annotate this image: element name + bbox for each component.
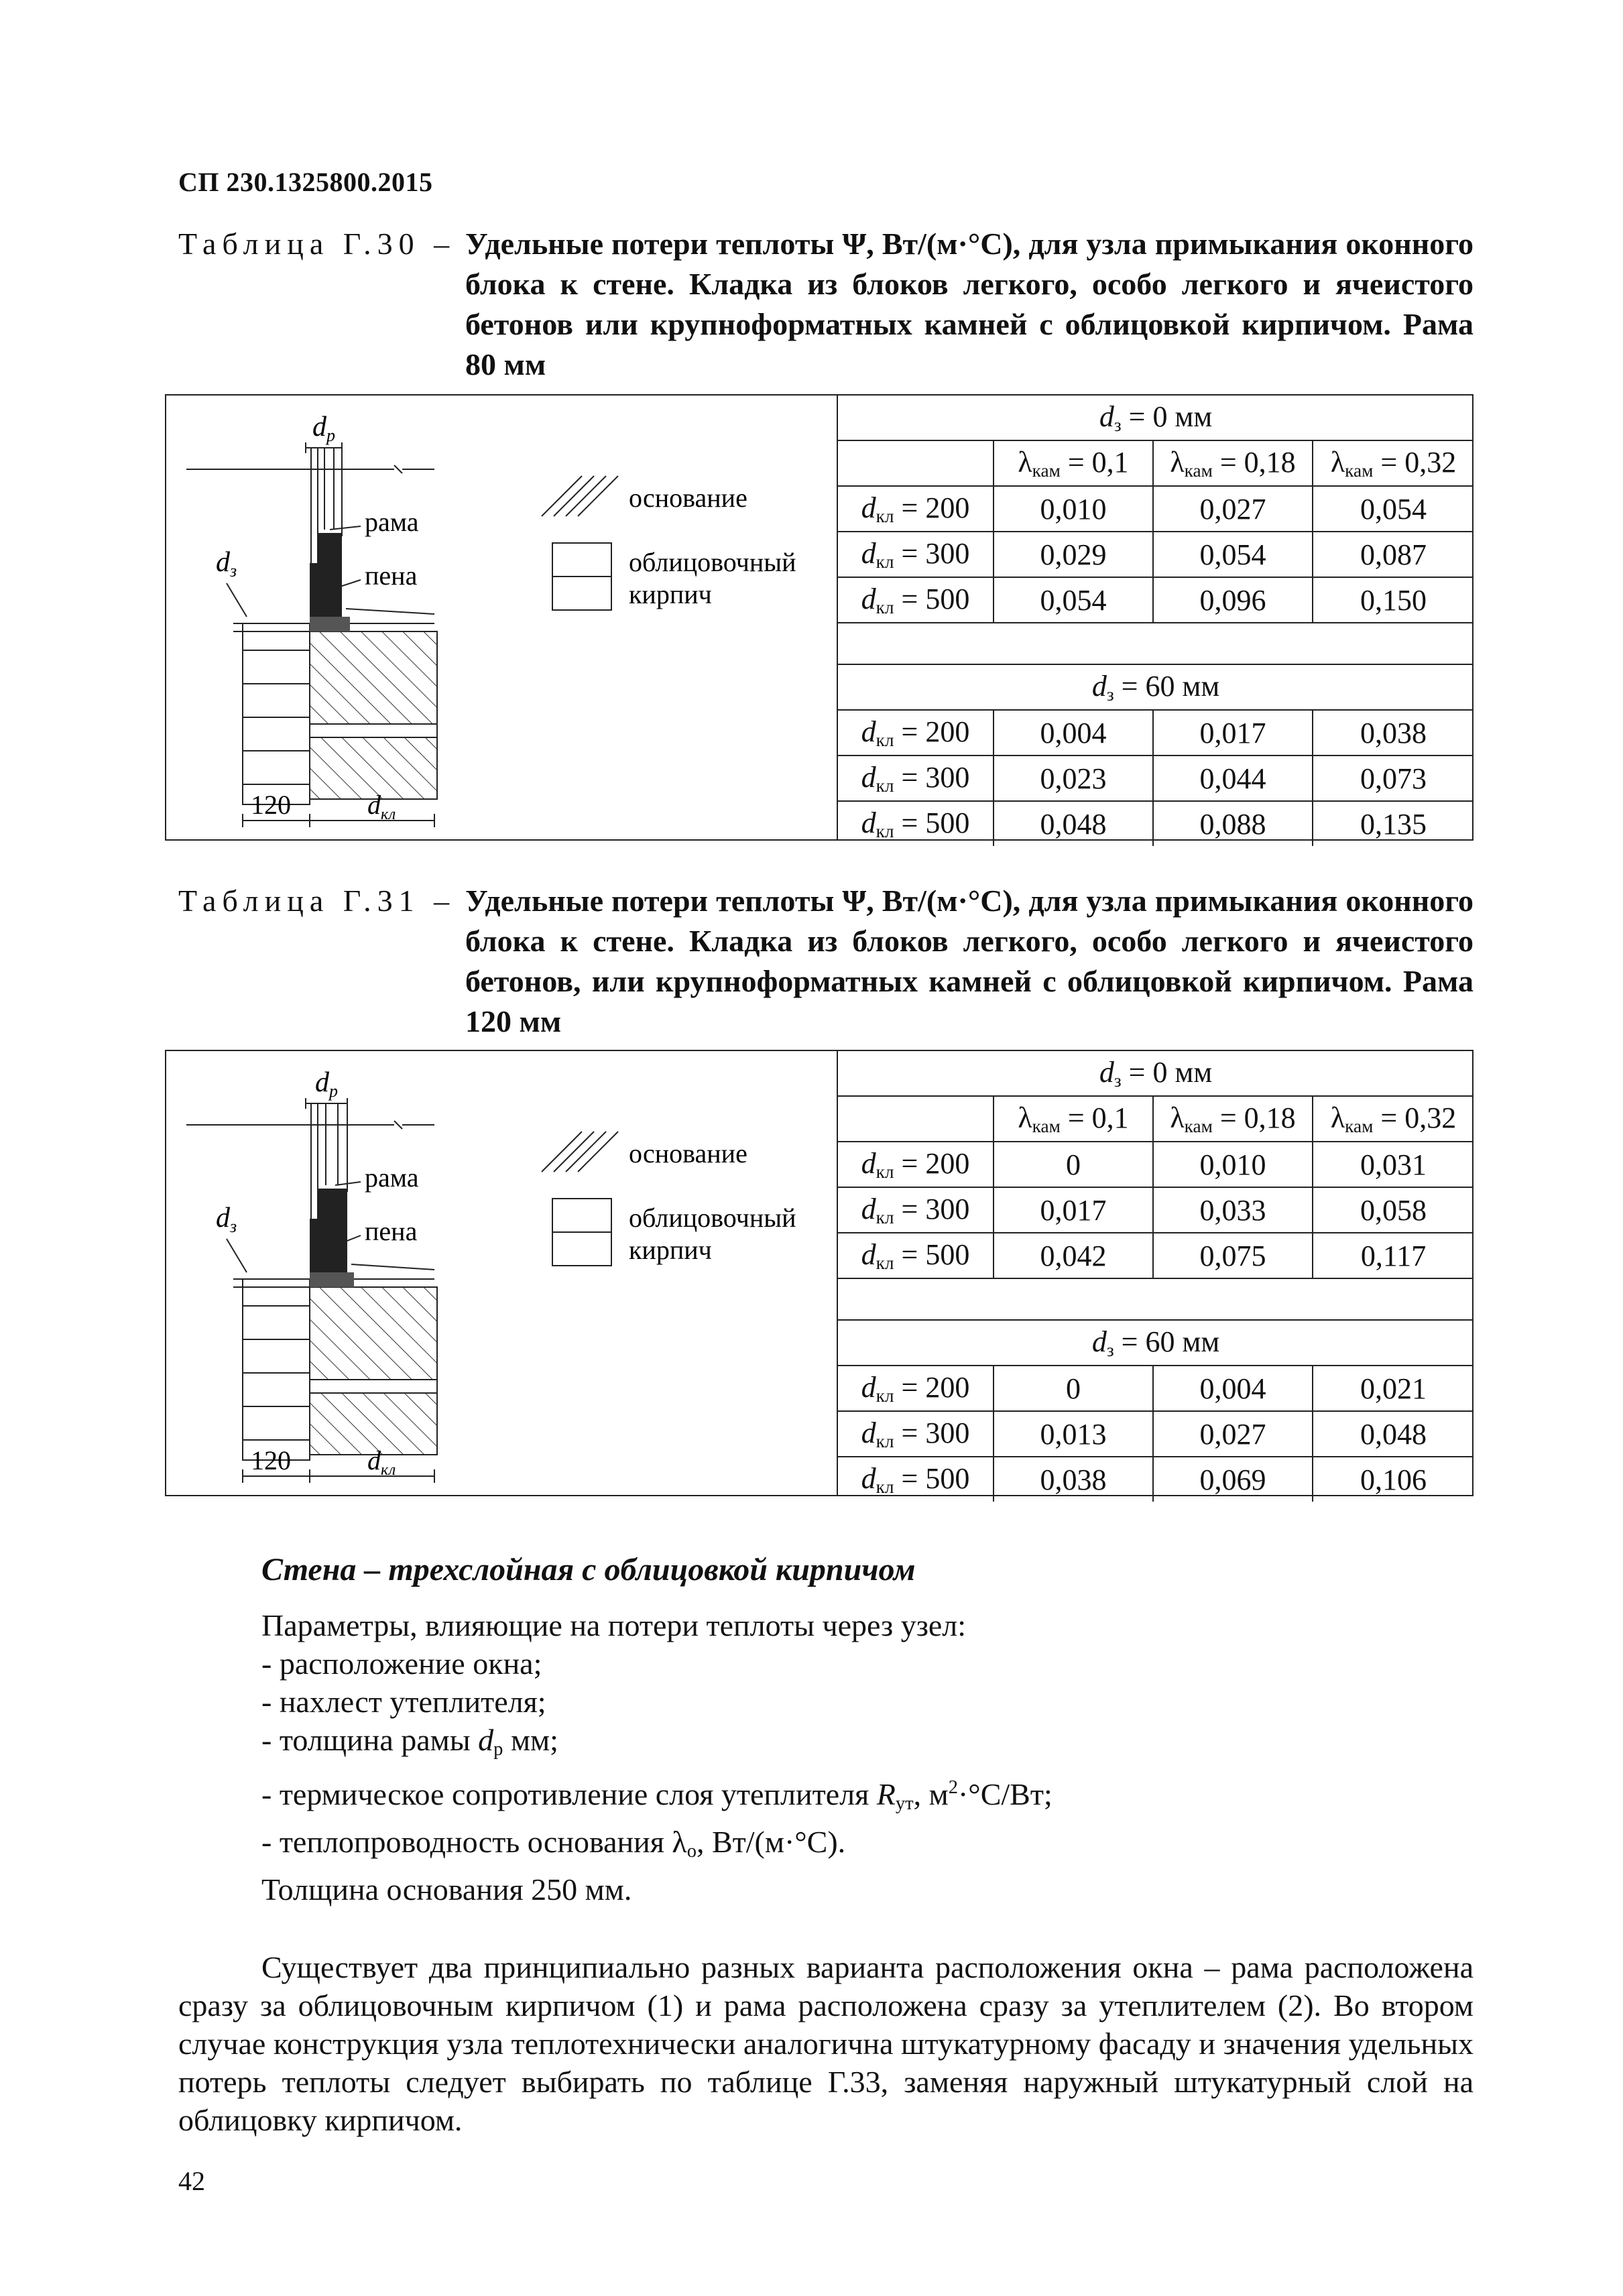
- table-row: $d_{кл} = 300$ 0,029 0,054 0,087: [838, 532, 1474, 577]
- table-caption-g30: [178, 224, 1474, 385]
- table-row: $d_{кл} = 300$ 0,013 0,027 0,048: [838, 1411, 1474, 1457]
- table-row: $d_{кл} = 300$ 0,017 0,033 0,058: [838, 1187, 1474, 1233]
- table-row: $d_{кл} = 200$ 0 0,004 0,021: [838, 1366, 1474, 1411]
- document-header: СП 230.1325800.2015: [178, 167, 433, 197]
- label-dkl: $d_{кл}$: [367, 790, 396, 823]
- lambda-header: $\lambda_{кам} = 0,1$: [994, 440, 1153, 486]
- label-120: 120: [251, 1445, 291, 1475]
- lambda-header: $\lambda_{кам} = 0,18$: [1153, 1096, 1313, 1142]
- list-item: - расположение окна;: [261, 1646, 542, 1681]
- label-120: 120: [251, 790, 291, 820]
- table-g31: [165, 1050, 1474, 1496]
- label-dp: dр: [315, 1067, 338, 1101]
- legend-brick-label-1: облицовочный: [629, 547, 796, 577]
- label-frame: рама: [365, 507, 419, 537]
- table-g30: [165, 394, 1474, 841]
- table-row: $d_{кл} = 200$ 0,004 0,017 0,038: [838, 710, 1474, 756]
- parameters-list: [178, 1606, 1474, 1909]
- table-row: $d_{кл} = 200$ 0 0,010 0,031: [838, 1142, 1474, 1187]
- legend-brick-label-1: облицовочный: [629, 1203, 796, 1233]
- page-number: 42: [178, 2166, 205, 2196]
- section-title: Стена – трехслойная с облицовкой кирпичом: [261, 1552, 916, 1587]
- list-item: - толщина рамы $d_р$ мм;: [261, 1723, 558, 1760]
- table-caption-g31: [178, 881, 1474, 1042]
- label-dz: dз: [216, 1203, 237, 1236]
- legend-hatch-icon: [542, 476, 618, 516]
- table-label: Таблица Г.31 –: [178, 884, 456, 918]
- label-foam: пена: [365, 560, 418, 591]
- table-label: Таблица Г.30 –: [178, 227, 456, 261]
- table-caption-text: Удельные потери теплоты Ψ, Вт/(м·°С), для узла примыкания оконного блока к стене. Кладка из блоков легкого, особо легкого и ячеистого бетонов, или крупноформатных камней с облицовкой кирпичом. Рама 120 мм: [465, 884, 1474, 1038]
- legend-brick-label-2: кирпич: [629, 579, 712, 609]
- legend-base-label: основание: [629, 483, 747, 513]
- legend-base-label: основание: [629, 1138, 747, 1168]
- node-diagram: [166, 396, 838, 839]
- lambda-header: $\lambda_{кам} = 0,32$: [1313, 440, 1474, 486]
- list-item: - термическое сопротивление слоя утеплителя $R_{ут}$, $м^2\cdot^\circ С/Вт$;: [261, 1777, 1053, 1815]
- table-row: $d_{кл} = 200$ 0,010 0,027 0,054: [838, 486, 1474, 532]
- table-row: $d_{кл} = 300$ 0,023 0,044 0,073: [838, 756, 1474, 801]
- lambda-header: $\lambda_{кам} = 0,32$: [1313, 1096, 1474, 1142]
- block1-header: $d_з = 0$ мм: [838, 396, 1474, 440]
- lambda-header: $\lambda_{кам} = 0,18$: [1153, 440, 1313, 486]
- table-row: $d_{кл} = 500$ 0,038 0,069 0,106: [838, 1457, 1474, 1502]
- paragraph: Существует два принципиально разных варианта расположения окна – рама расположена сразу за облицовочным кирпичом (1) и рама расположена сразу за утеплителем (2). Во втором случае конструкция узла теплотехнически аналогична штукатурному фасаду и значения удельных потерь теплоты следует выбирать по таблице Г.33, заменяя наружный штукатурный слой на облицовку кирпичом.: [178, 1950, 1474, 2137]
- label-dz: dз: [216, 547, 237, 581]
- table-row: $d_{кл} = 500$ 0,042 0,075 0,117: [838, 1233, 1474, 1278]
- legend-hatch-icon: [542, 1132, 618, 1172]
- block2-header: $d_з = 60$ мм: [838, 1320, 1474, 1366]
- heat-loss-table: [838, 396, 1474, 846]
- list-item: - теплопроводность основания $\lambda_о$, Вт/(м·°С).: [261, 1825, 846, 1862]
- window-wall-junction-drawing: [166, 1051, 837, 1496]
- label-dkl: $d_{кл}$: [367, 1445, 396, 1479]
- window-wall-junction-drawing: [166, 396, 837, 841]
- params-intro: Параметры, влияющие на потери теплоты через узел:: [261, 1608, 967, 1642]
- label-frame: рама: [365, 1162, 419, 1193]
- heat-loss-table: [838, 1051, 1474, 1502]
- table-caption-text: Удельные потери теплоты Ψ, Вт/(м·°С), для узла примыкания оконного блока к стене. Кладка из блоков легкого, особо легкого и ячеистого бетонов или крупноформатных камней с облицовкой кирпичом. Рама 80 мм: [465, 227, 1474, 381]
- lambda-header: $\lambda_{кам} = 0,1$: [994, 1096, 1153, 1142]
- block1-header: $d_з = 0$ мм: [838, 1051, 1474, 1096]
- list-item: - нахлест утеплителя;: [261, 1685, 546, 1719]
- block2-header: $d_з = 60$ мм: [838, 664, 1474, 710]
- table-row: $d_{кл} = 500$ 0,054 0,096 0,150: [838, 577, 1474, 623]
- label-dp: dр: [312, 412, 335, 445]
- node-diagram: [166, 1051, 838, 1495]
- legend-brick-label-2: кирпич: [629, 1235, 712, 1265]
- table-row: $d_{кл} = 500$ 0,048 0,088 0,135: [838, 801, 1474, 846]
- label-foam: пена: [365, 1216, 418, 1246]
- base-thickness: Толщина основания 250 мм.: [261, 1872, 632, 1907]
